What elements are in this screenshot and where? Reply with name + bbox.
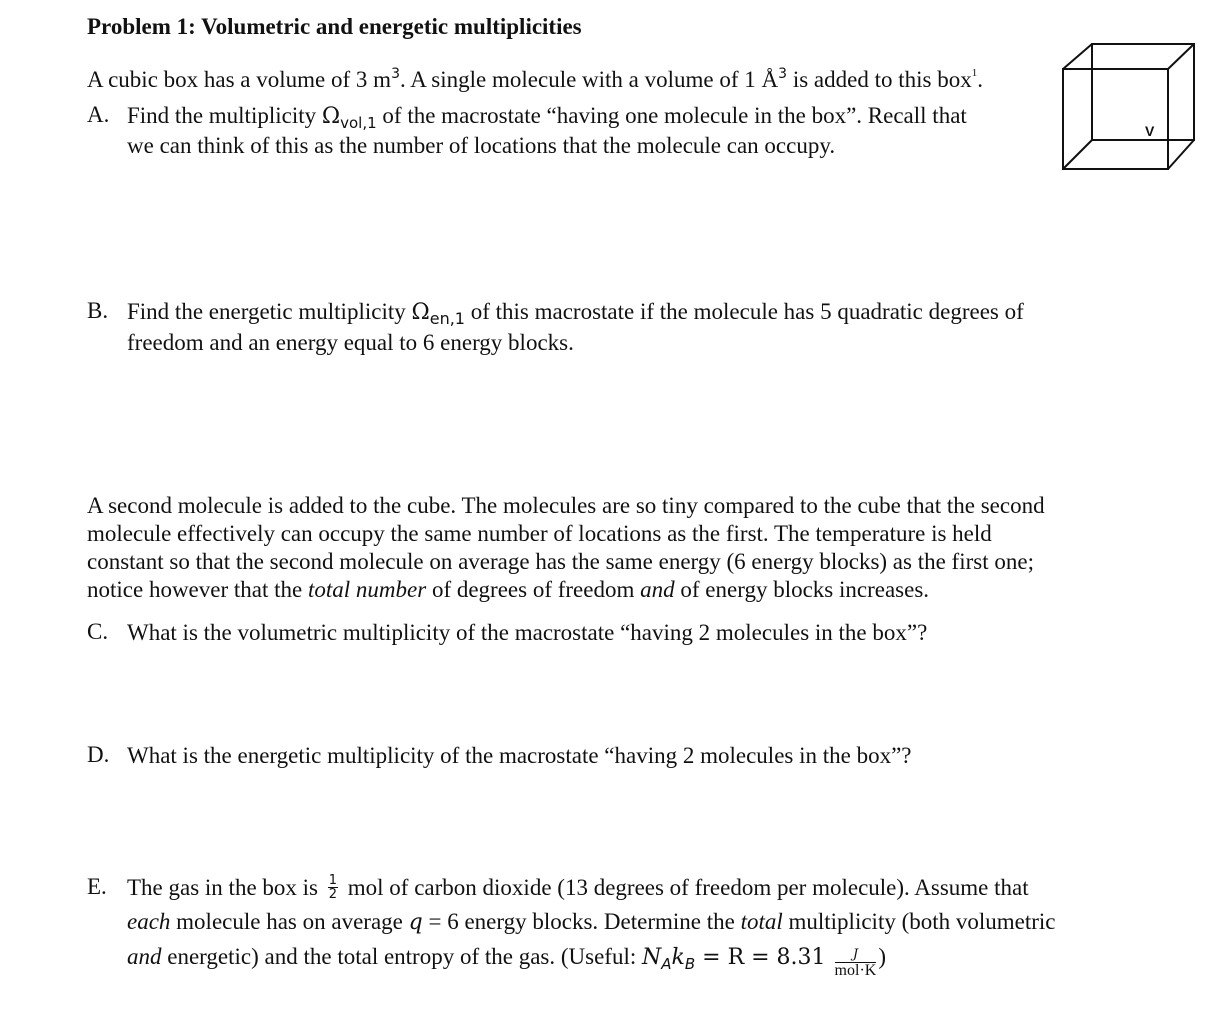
subscript: B bbox=[684, 955, 696, 973]
subscript: vol,1 bbox=[340, 114, 377, 132]
text-span: The gas in the box is bbox=[127, 875, 324, 900]
subscript: A bbox=[661, 955, 672, 973]
part-a-line-2: we can think of this as the number of locations that the molecule can occupy. bbox=[127, 133, 836, 158]
text-span: multiplicity (both volumetric bbox=[782, 909, 1056, 934]
item-letter: A. bbox=[87, 102, 110, 127]
text-span: of the macrostate “having one molecule in the box”. Recall that bbox=[376, 103, 967, 128]
equation-text: = R = 8.31 bbox=[695, 945, 833, 970]
text-span: mol of carbon dioxide (13 degrees of freedom per molecule). Assume that bbox=[342, 875, 1029, 900]
part-d bbox=[0, 740, 1226, 774]
paragraph-line bbox=[87, 576, 1127, 604]
exponent: 3 bbox=[391, 66, 400, 82]
part-e-line-3 bbox=[127, 941, 886, 980]
text-span: notice however that the bbox=[87, 577, 308, 602]
emphasis: total number bbox=[307, 577, 427, 602]
text-span: of this macrostate if the molecule has 5 quadratic degrees of bbox=[464, 299, 1024, 324]
paragraph-line: constant so that the second molecule on average has the same energy (6 energy blocks) as the first one; bbox=[87, 549, 1034, 574]
part-e-line-2 bbox=[127, 906, 1056, 938]
intro-part: A cubic box has a volume of 3 m bbox=[87, 67, 392, 92]
fraction-numerator: 1 bbox=[328, 873, 338, 889]
text-span: energetic) and the total entropy of the gas. (Useful: bbox=[161, 944, 642, 969]
text-span: Find the energetic multiplicity bbox=[127, 299, 412, 324]
emphasis: each bbox=[127, 909, 171, 934]
problem-title: Problem 1: Volumetric and energetic multiplicities bbox=[87, 14, 582, 39]
part-d-question: What is the energetic multiplicity of the macrostate “having 2 molecules in the box”? bbox=[127, 743, 912, 768]
footnote-marker: 1 bbox=[971, 67, 978, 79]
paragraph-line: molecule effectively can occupy the same number of locations as the first. The temperature is held bbox=[87, 521, 992, 546]
unit-numerator: J bbox=[835, 947, 877, 963]
unit-fraction bbox=[835, 947, 877, 978]
part-c-question: What is the volumetric multiplicity of the macrostate “having 2 molecules in the box”? bbox=[127, 620, 928, 645]
part-e bbox=[0, 870, 1226, 990]
paragraph-line: A second molecule is added to the cube. The molecules are so tiny compared to the cube that the second bbox=[87, 493, 1045, 518]
emphasis: and bbox=[640, 577, 675, 602]
text-span: = 6 energy blocks. Determine the bbox=[422, 909, 741, 934]
item-letter: D. bbox=[87, 742, 110, 767]
part-e-line-1 bbox=[127, 872, 1029, 903]
item-letter: B. bbox=[87, 298, 109, 323]
exponent: 3 bbox=[778, 66, 788, 82]
intro-part: . A single molecule with a volume of 1 Å bbox=[399, 67, 779, 92]
intro-part: is added to this box bbox=[787, 67, 972, 92]
emphasis: total bbox=[740, 909, 783, 934]
text-span: ) bbox=[878, 944, 886, 969]
text-span: Find the multiplicity bbox=[127, 103, 322, 128]
item-letter: E. bbox=[87, 874, 107, 899]
part-c bbox=[0, 617, 1226, 651]
second-molecule-paragraph bbox=[87, 492, 1127, 604]
intro-text bbox=[87, 58, 983, 95]
unit-denominator: mol·K bbox=[834, 962, 877, 980]
omega-symbol: Ω bbox=[321, 104, 341, 129]
cube-volume-label: V bbox=[1145, 123, 1155, 139]
item-letter: C. bbox=[87, 619, 109, 644]
omega-symbol: Ω bbox=[411, 300, 430, 325]
fraction-one-half bbox=[328, 874, 338, 901]
text-span: molecule has on average bbox=[170, 909, 409, 934]
subscript: en,1 bbox=[429, 309, 465, 328]
text-span: of energy blocks increases. bbox=[674, 577, 930, 602]
part-b-line-2: freedom and an energy equal to 6 energy blocks. bbox=[127, 330, 574, 355]
text-span: of degrees of freedom bbox=[426, 577, 641, 602]
emphasis: and bbox=[127, 944, 162, 969]
intro-part: . bbox=[977, 67, 983, 92]
variable-N: N bbox=[642, 945, 662, 970]
variable-q: q bbox=[408, 910, 423, 935]
variable-k: k bbox=[671, 945, 685, 970]
part-b bbox=[0, 296, 1226, 366]
fraction-denominator: 2 bbox=[328, 887, 338, 903]
part-a bbox=[0, 100, 1226, 170]
